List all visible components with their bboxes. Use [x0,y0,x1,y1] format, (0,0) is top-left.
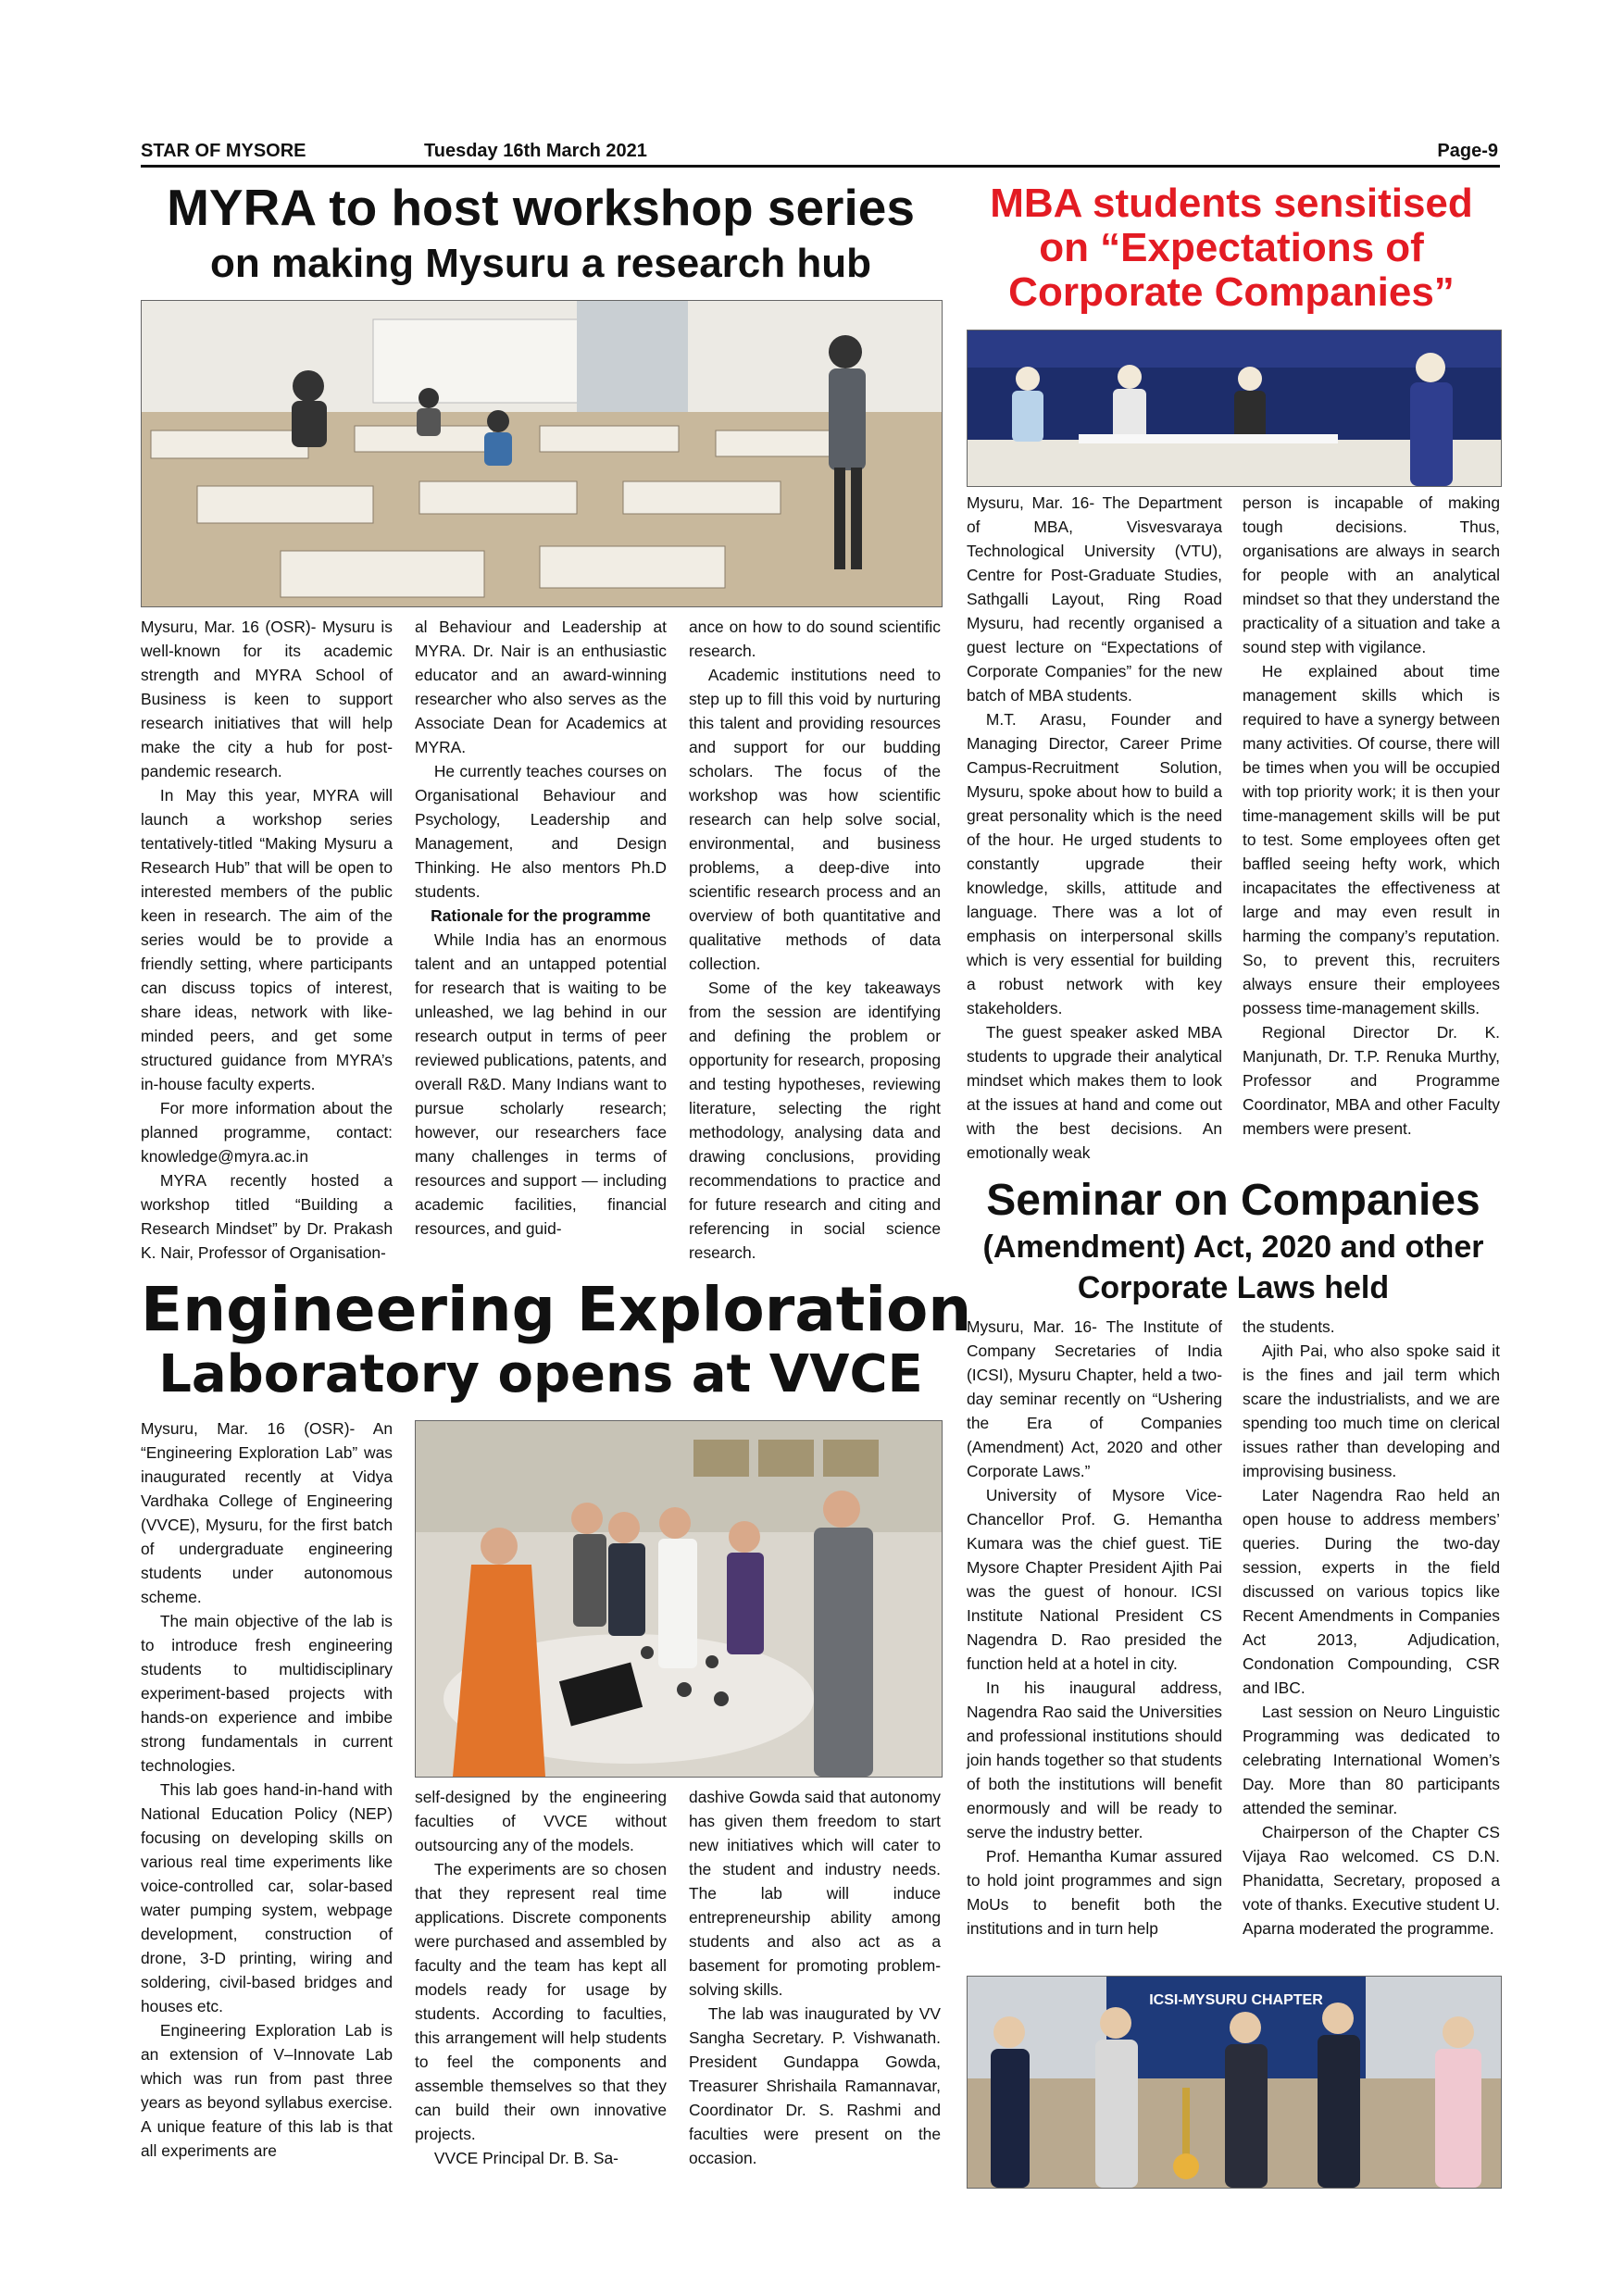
paragraph: Academic institutions need to step up to fill this void by nurturing this talent and providing resources and support for our budding scholars. The focus of the workshop was how scientific research can help solve social, environmental, and business problems, a deep-dive into scientific research process and an overview of both quantitative and qualitative methods of data collection. [689,666,941,973]
paragraph: The main objective of the lab is to introduce fresh engineering students to multidisciplinary experiment-based projects with hands-on experience and imbibe strong fundamentals in current technologies. [141,1612,393,1775]
mba-column-1 [967,491,1222,1165]
vvce-headline: Engineering Exploration [141,1274,972,1345]
mba-lecture-photo [967,330,1502,487]
paragraph: The guest speaker asked MBA students to upgrade their analytical mindset which makes them to look at the issues at hand and come out with the best decisions. An emotionally weak [967,1023,1222,1162]
paragraph: While India has an enormous talent and an untapped potential for research that is waiting to be unleashed, we lag behind in our research output in terms of peer reviewed publications, patents, and overall R&D. Many Indians want to pursue scholarly research; however, our researchers face many challenges in terms of resources and support — including academic facilities, financial resources, and guid- [415,930,667,1238]
myra-workshop-photo [141,300,943,607]
seminar-subheadline-1: (Amendment) Act, 2020 and other [982,1229,1484,1265]
myra-subheadline: on making Mysuru a research hub [210,241,871,286]
page-number: Page-9 [1437,141,1498,161]
myra-headline: MYRA to host workshop series [167,179,915,236]
vvce-column-1 [141,1416,393,2163]
paragraph: Regional Director Dr. K. Manjunath, Dr. T.P. Renuka Murthy, Professor and Programme Coordinator, MBA and other Faculty members were present. [1243,1023,1500,1138]
seminar-lamp-lighting-photo [967,1976,1502,2189]
mba-column-2 [1243,491,1500,1141]
paragraph: For more information about the planned programme, contact: knowledge@myra.ac.in [141,1099,393,1166]
mba-headline-line: MBA students sensitised [990,181,1473,226]
paragraph: In his inaugural address, Nagendra Rao said the Universities and professional institutions should join hands together so that students of both the institutions will benefit enormously and will be ready to serve the industry better. [967,1678,1222,1841]
paragraph: Some of the key takeaways from the session are identifying and defining the problem or opportunity for research, proposing and testing hypotheses, reviewing literature, selecting the right methodology, analysing data and drawing conclusions, providing recommendations to practice and for future research and citing and referencing in social science research. [689,979,941,1262]
paragraph: University of Mysore Vice-Chancellor Prof. G. Hemantha Kumara was the chief guest. TiE Mysore Chapter President Ajith Pai was the guest of honour. ICSI Institute National President CS Nagendra D. Rao presided the function held at a hotel in city. [967,1486,1222,1673]
masthead-date: Tuesday 16th March 2021 [424,141,647,161]
paragraph: ance on how to do sound scientific research. [689,618,941,660]
paragraph: self-designed by the engineering faculties of VVCE without outsourcing any of the models. [415,1788,667,1854]
paragraph: person is incapable of making tough decisions. Thus, organisations are always in search for people with an analytical mindset so that they understand the practicality of a situation and take a sound step with vigilance. [1243,493,1500,656]
paragraph: He currently teaches courses on Organisational Behaviour and Psychology, Leadership and Management, and Design Thinking. He also mentors Ph.D students. [415,762,667,901]
masthead-paper-name: STAR OF MYSORE [141,141,306,161]
paragraph: Mysuru, Mar. 16 (OSR)- Mysuru is well-known for its academic strength and MYRA School of Business is keen to support research initiatives that will help make the city a hub for post-pandemic research. [141,618,393,780]
mba-headline-line: Corporate Companies” [1008,269,1455,315]
myra-column-2 [415,615,667,1241]
paragraph: The lab was inaugurated by VV Sangha Secretary. P. Vishwanath. President Gundappa Gowda, Treasurer Shrishaila Ramannavar, Coordinator Dr. S. Rashmi and faculties were present on the occasion. [689,2004,941,2167]
paragraph: Mysuru, Mar. 16 (OSR)- An “Engineering Exploration Lab” was inaugurated recently at Vidya Vardhaka College of Engineering (VVCE), Mysuru, for the first batch of undergraduate engineering students under autonomous scheme. [141,1419,393,1606]
paragraph: the students. [1243,1317,1335,1336]
paragraph: al Behaviour and Leadership at MYRA. Dr. Nair is an enthusiastic educator and an award-winning researcher who also serves as the Associate Dean for Academics at MYRA. [415,618,667,756]
vvce-column-2 [415,1785,667,2170]
paragraph: Prof. Hemantha Kumar assured to hold joint programmes and sign MoUs to benefit both the institutions and in turn help [967,1847,1222,1938]
paragraph: Later Nagendra Rao held an open house to address members’ queries. During the two-day session, experts in the field discussed on various topics like Recent Amendments in Companies Act 2013, Adjudication, Condonation Compounding, CSR and IBC. [1243,1486,1500,1697]
myra-column-1 [141,615,393,1265]
paragraph: M.T. Arasu, Founder and Managing Director, Career Prime Campus-Recruitment Solution, Mysuru, spoke about how to build a great personality which is the need of the hour. He urged students to constantly upgrade their knowledge, skills, attitude and language. There was a lot of emphasis on interpersonal skills which is very essential for building a robust network with key stakeholders. [967,710,1222,1017]
seminar-subheadline-2: Corporate Laws held [1077,1270,1390,1305]
mba-headline-line: on “Expectations of [1039,225,1424,270]
paragraph: He explained about time management skills which is required to have a synergy between many activities. Of course, there will be times when you will be occupied with top priority work; it is then your time-management skills will be put to test. Some employees often get baffled seeing hefty work, which incapacitates the effectiveness at large and may even result in harming the company’s reputation. So, to prevent this, recruiters always ensure their employees possess time-management skills. [1243,662,1500,1017]
paragraph: Mysuru, Mar. 16- The Department of MBA, Visvesvaraya Technological University (VTU), Centre for Post-Graduate Studies, Sathgalli Layout, Ring Road Mysuru, had recently organised a guest lecture on “Expectations of Corporate Companies” for the new batch of MBA students. [967,493,1222,705]
paragraph: The experiments are so chosen that they represent real time applications. Discrete components were purchased and assembled by faculty and the team has kept all models ready for usage by students. According to faculties, this arrangement will help students to feel the components and assemble themselves so that they can build their own innovative projects. [415,1860,667,2143]
myra-column-3 [689,615,941,1265]
myra-subhead: Rationale for the programme [431,906,651,925]
vvce-lab-photo [415,1420,943,1778]
seminar-column-2 [1243,1315,1500,1940]
vvce-subheadline: Laboratory opens at VVCE [158,1344,923,1404]
vvce-column-3 [689,1785,941,2170]
paragraph: Chairperson of the Chapter CS Vijaya Rao welcomed. CS D.N. Phanidatta, Secretary, proposed a vote of thanks. Executive student U. Aparna moderated the programme. [1243,1823,1500,1938]
mba-headline [963,181,1500,315]
seminar-column-1 [967,1315,1222,1940]
paragraph: dashive Gowda said that autonomy has given them freedom to start new initiatives which will cater to the student and industry needs. The lab will induce entrepreneurship ability among students and also act as a basement for promoting problem-solving skills. [689,1788,941,1999]
paragraph: Mysuru, Mar. 16- The Institute of Company Secretaries of India (ICSI), Mysuru Chapter, held a two-day seminar recently on “Ushering the Era of Companies (Amendment) Act, 2020 and other Corporate Laws.” [967,1317,1222,1480]
paragraph: Engineering Exploration Lab is an extension of V–Innovate Lab which was run from past three years as beyond syllabus exercise. A unique feature of this lab is that all experiments are [141,2021,393,2160]
paragraph: MYRA recently hosted a workshop titled “Building a Research Mindset” by Dr. Prakash K. Nair, Professor of Organisation- [141,1171,393,1262]
paragraph: Ajith Pai, who also spoke said it is the fines and jail term which scare the industrialists, and we are spending too much time on clerical issues rather than developing and improvising business. [1243,1341,1500,1480]
paragraph: Last session on Neuro Linguistic Programming was dedicated to celebrating International Women’s Day. More than 80 participants attended the seminar. [1243,1703,1500,1817]
header-rule [141,165,1500,168]
paragraph: In May this year, MYRA will launch a workshop series tentatively-titled “Making Mysuru a Research Hub” that will be open to interested members of the public keen in research. The aim of the series would be to provide a friendly setting, where participants can discuss topics of interest, share ideas, network with like-minded peers, and get some structured guidance from MYRA’s in-house faculty experts. [141,786,393,1093]
paragraph: VVCE Principal Dr. B. Sa- [433,2149,618,2167]
paragraph: This lab goes hand-in-hand with National Education Policy (NEP) focusing on developing skills on various real time experiments like voice-controlled car, solar-based water pumping system, webpage development, construction of drone, 3-D printing, wiring and soldering, civil-based bridges and houses etc. [141,1780,393,2015]
seminar-headline: Seminar on Companies [986,1176,1480,1225]
seminar-banner-text: ICSI-MYSURU CHAPTER [1149,1992,1323,2008]
